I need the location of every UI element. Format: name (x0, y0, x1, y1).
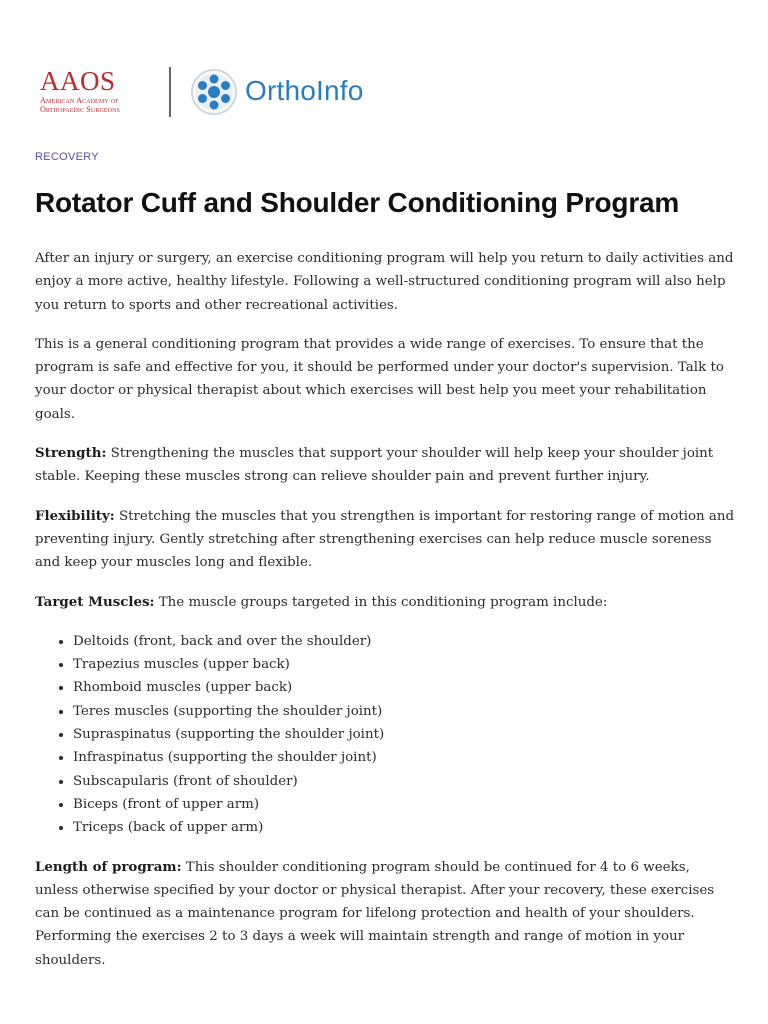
category-label[interactable]: RECOVERY (35, 151, 99, 163)
list-item: • Rhomboid muscles (upper back) (73, 676, 735, 699)
list-item: • Supraspinatus (supporting the shoulder joint) (73, 723, 735, 746)
logo-divider (169, 67, 171, 117)
list-item: • Teres muscles (supporting the shoulder joint) (73, 700, 735, 723)
length-of-program-paragraph (35, 856, 735, 972)
list-item: • Trapezius muscles (upper back) (73, 653, 735, 676)
flexibility-paragraph (35, 505, 735, 575)
list-item: • Infraspinatus (supporting the shoulder joint) (73, 746, 735, 769)
strength-text: Strengthening the muscles that support your shoulder will help keep your shoulder joint stable. Keeping these muscles strong can relieve shoulder pain and prevent further injury. (35, 446, 714, 485)
orthoinfo-logo-text[interactable]: OrthoInfo (245, 75, 364, 106)
muscle-list (35, 630, 735, 840)
list-item: • Triceps (back of upper arm) (73, 816, 735, 839)
target-muscles-text: The muscle groups targeted in this conditioning program include: (154, 594, 608, 610)
length-of-program-text: This shoulder conditioning program should be continued for 4 to 6 weeks, unless otherwise specified by your doctor or physical therapist. After your recovery, these exercises can be continued as a maintenance program for lifelong protection and health of your shoulders. Performing the exercises 2 to 3 days a week will maintain strength and range of motion in your shoulders. (35, 859, 715, 968)
strength-paragraph (35, 442, 735, 489)
page-title: Rotator Cuff and Shoulder Conditioning Program (35, 187, 680, 218)
logo-header (35, 66, 435, 118)
length-of-program-label: Length of program: (35, 858, 182, 875)
article-body (35, 247, 735, 988)
target-muscles-label: Target Muscles: (35, 593, 155, 610)
strength-label: Strength: (35, 445, 107, 462)
intro-paragraph-1: After an injury or surgery, an exercise conditioning program will help you return to daily activities and enjoy a more active, healthy lifestyle. Following a well-structured conditioning program will also help you return to sports and other recreational activities. (35, 251, 734, 313)
target-muscles-paragraph (35, 591, 735, 614)
aaos-logo-subtitle (40, 96, 160, 114)
flexibility-text: Stretching the muscles that you strengthen is important for restoring range of motion and preventing injury. Gently stretching after strengthening exercises can help reduce muscle soreness and keep your muscles long and flexible. (35, 508, 735, 571)
aaos-logo[interactable] (40, 66, 152, 118)
aaos-subtitle-line1: American Academy of (40, 96, 119, 105)
aaos-logo-mark: AAOS (40, 66, 116, 96)
intro-paragraph-2: This is a general conditioning program that provides a wide range of exercises. To ensure that the program is safe and effective for you, it should be performed under your doctor's supervision. Talk to your doctor or physical therapist about which exercises will best help you meet your rehabilitation goals. (35, 336, 724, 422)
orthoinfo-globe-icon (190, 68, 238, 116)
flexibility-label: Flexibility: (35, 507, 115, 524)
list-item: • Biceps (front of upper arm) (73, 793, 735, 816)
aaos-subtitle-line2: Orthopaedic Surgeons (40, 105, 120, 114)
list-item: • Deltoids (front, back and over the shoulder) (73, 630, 735, 653)
list-item: • Subscapularis (front of shoulder) (73, 770, 735, 793)
